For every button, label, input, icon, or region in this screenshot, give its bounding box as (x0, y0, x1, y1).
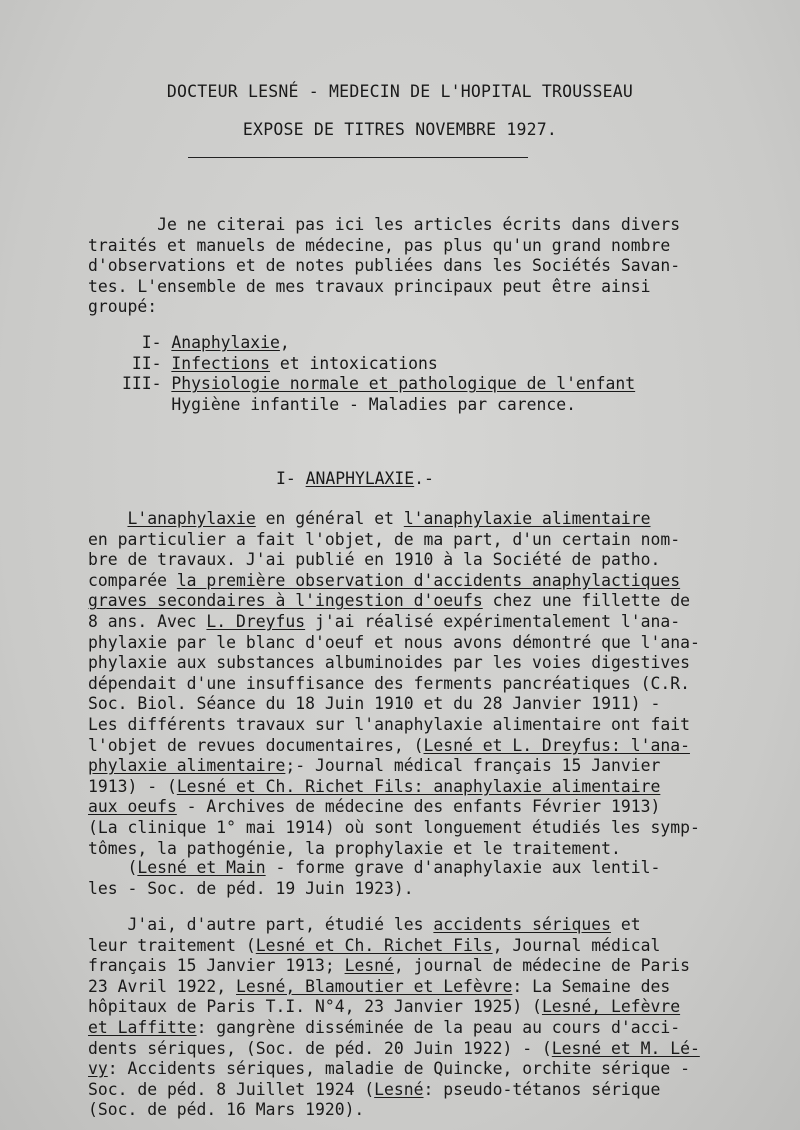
underlined-citation: aux oeufs (88, 797, 177, 817)
intro-line: traités et manuels de médecine, pas plus qu'un grand nombre (88, 235, 671, 255)
text-segment: Les différents travaux sur l'anaphylaxie alimentaire ont fait (88, 714, 690, 734)
text-line (88, 797, 700, 818)
underlined-citation: Lesné (344, 956, 394, 976)
text-segment: chez une fillette de (482, 591, 690, 611)
text-segment: en général et (255, 509, 404, 528)
text-segment: français 15 Janvier 1913; (88, 956, 345, 976)
text-line (88, 858, 660, 879)
text-line (88, 633, 700, 654)
text-segment: en particulier a fait l'objet, de ma part, d'un certain nom- (88, 529, 681, 549)
text-line (88, 936, 700, 957)
underlined-citation: phylaxie alimentaire (88, 756, 286, 776)
text-segment: 23 Avril 1922, (88, 976, 237, 996)
text-line (88, 1100, 700, 1121)
text-segment: : pseudo-tétanos sérique (423, 1079, 661, 1099)
underlined-citation: Lesné et Ch. Richet Fils: anaphylaxie alimentaire (176, 776, 661, 796)
group-item (122, 354, 635, 375)
underlined-citation: L'anaphylaxie (127, 509, 256, 528)
section-title: ANAPHYLAXIE (305, 469, 415, 488)
text-segment: leur traitement ( (88, 935, 256, 955)
text-line (88, 653, 700, 674)
text-line (88, 550, 700, 571)
text-segment: 8 ans. Avec (88, 611, 207, 631)
text-line (88, 694, 700, 715)
underlined-citation: Lesné, Blamoutier et Lefèvre (236, 976, 513, 996)
group-label: Physiologie normale et pathologique de l'enfant (171, 374, 636, 394)
text-segment: et (611, 915, 641, 934)
text-line (88, 715, 700, 736)
underlined-citation: vy (88, 1059, 108, 1079)
text-line (88, 879, 660, 900)
text-line (88, 1039, 700, 1060)
text-segment: : Accidents sériques, maladie de Quincke, orchite sérique - (107, 1059, 690, 1079)
group-num (122, 395, 171, 414)
text-line (88, 571, 700, 592)
intro-line: d'observations et de notes publiées dans les Sociétés Savan- (88, 256, 681, 276)
text-segment: : gangrène disséminée de la peau au cours d'acci- (196, 1017, 681, 1037)
text-segment (88, 509, 127, 528)
text-line (88, 956, 700, 977)
text-line (88, 1080, 700, 1101)
paragraph-lentilles (88, 858, 660, 899)
text-segment: dépendait d'une insuffisance des ferments pancréatiques (C.R. (88, 673, 690, 693)
text-segment: l'objet de revues documentaires, ( (88, 735, 424, 755)
text-line (88, 839, 700, 860)
text-segment: Soc. Biol. Séance du 18 Juin 1910 et du 28 Janvier 1911) - (88, 694, 661, 714)
text-line (88, 674, 700, 695)
text-segment: bre de travaux. J'ai publié en 1910 à la Société de patho. (88, 550, 661, 570)
text-segment: j'ai réalisé expérimentalement l'ana- (305, 611, 681, 631)
text-segment: , journal de médecine de Paris (393, 956, 690, 976)
group-item (122, 374, 635, 395)
underlined-citation: Lesné (374, 1079, 424, 1099)
text-segment: les - Soc. de péd. 19 Juin 1923). (88, 878, 414, 898)
group-item (122, 395, 635, 416)
header-rule (188, 157, 528, 158)
text-line (88, 756, 700, 777)
section-heading (276, 469, 434, 490)
text-segment: hôpitaux de Paris T.I. N°4, 23 Janvier 1925) ( (88, 997, 542, 1017)
text-segment: phylaxie aux substances albuminoides par les voies digestives (88, 653, 690, 673)
text-segment: tômes, la pathogénie, la prophylaxie et le traitement. (88, 838, 621, 858)
section-number: I- (276, 469, 306, 488)
text-line (88, 530, 700, 551)
text-segment: - forme grave d'anaphylaxie aux lentil- (265, 858, 661, 877)
underlined-citation: Lesné et Ch. Richet Fils (255, 935, 493, 955)
text-line (88, 818, 700, 839)
group-num: I- (122, 333, 172, 352)
header-line-2: EXPOSE DE TITRES NOVEMBRE 1927. (242, 120, 558, 139)
underlined-citation: accidents sériques (433, 915, 612, 934)
group-label: Anaphylaxie (171, 333, 280, 352)
text-segment: J'ai, d'autre part, étudié les (88, 915, 434, 934)
underlined-citation: Lesné, Lefèvre (541, 997, 681, 1017)
text-line (88, 997, 700, 1018)
paragraph-accidents-seriques (88, 915, 700, 1121)
text-segment: 1913) - ( (88, 776, 177, 796)
underlined-citation: Lesné et L. Dreyfus: l'ana- (423, 735, 690, 755)
text-segment: - Archives de médecine des enfants Février 1913) (176, 797, 661, 817)
intro-line: groupé: (88, 297, 158, 317)
intro-line: Je ne citerai pas ici les articles écrits dans divers (88, 215, 681, 234)
underlined-citation: graves secondaires à l'ingestion d'oeufs (88, 591, 483, 611)
text-line (88, 736, 700, 757)
intro-paragraph (88, 215, 680, 318)
group-item (122, 333, 635, 354)
text-line (88, 509, 700, 530)
text-segment: : La Semaine des (512, 976, 671, 996)
text-segment: dents sériques, (Soc. de péd. 20 Juin 1922) - ( (88, 1038, 552, 1058)
underlined-citation: Lesné et Main (137, 858, 266, 877)
underlined-citation: l'anaphylaxie alimentaire (403, 509, 651, 528)
text-line (88, 612, 700, 633)
underlined-citation: et Laffitte (88, 1017, 197, 1037)
header-line-1: DOCTEUR LESNÉ - MEDECIN DE L'HOPITAL TROUSSEAU (166, 82, 634, 101)
text-line (88, 977, 700, 998)
text-segment: phylaxie par le blanc d'oeuf et nous avons démontré que l'ana- (88, 632, 700, 652)
group-num: III- (122, 374, 172, 394)
group-rest: et intoxications (270, 353, 438, 373)
text-line (88, 777, 700, 798)
text-segment: (La clinique 1° mai 1914) où sont longuement étudiés les symp- (88, 817, 700, 837)
text-line (88, 1059, 700, 1080)
groups-list (122, 333, 635, 415)
text-segment: ( (88, 858, 138, 877)
text-line (88, 591, 700, 612)
text-line (88, 1018, 700, 1039)
group-label: Infections (171, 353, 271, 373)
underlined-citation: la première observation d'accidents anaphylactiques (176, 570, 681, 590)
text-line (88, 915, 700, 936)
section-suffix: .- (414, 469, 434, 488)
intro-line: tes. L'ensemble de mes travaux principaux peut être ainsi (88, 276, 651, 296)
text-segment: ;- Journal médical français 15 Janvier (285, 756, 661, 776)
text-segment: comparée (88, 570, 177, 590)
text-segment: (Soc. de péd. 16 Mars 1920). (88, 1100, 365, 1120)
paragraph-anaphylaxie (88, 509, 700, 859)
group-num: II- (122, 353, 172, 373)
underlined-citation: L. Dreyfus (206, 611, 306, 631)
group-rest: , (279, 333, 290, 352)
group-rest: Hygiène infantile - Maladies par carence. (171, 394, 576, 414)
text-segment: Soc. de péd. 8 Juillet 1924 ( (88, 1079, 375, 1099)
text-segment: , Journal médical (492, 935, 661, 955)
underlined-citation: Lesné et M. Lé- (551, 1038, 700, 1058)
